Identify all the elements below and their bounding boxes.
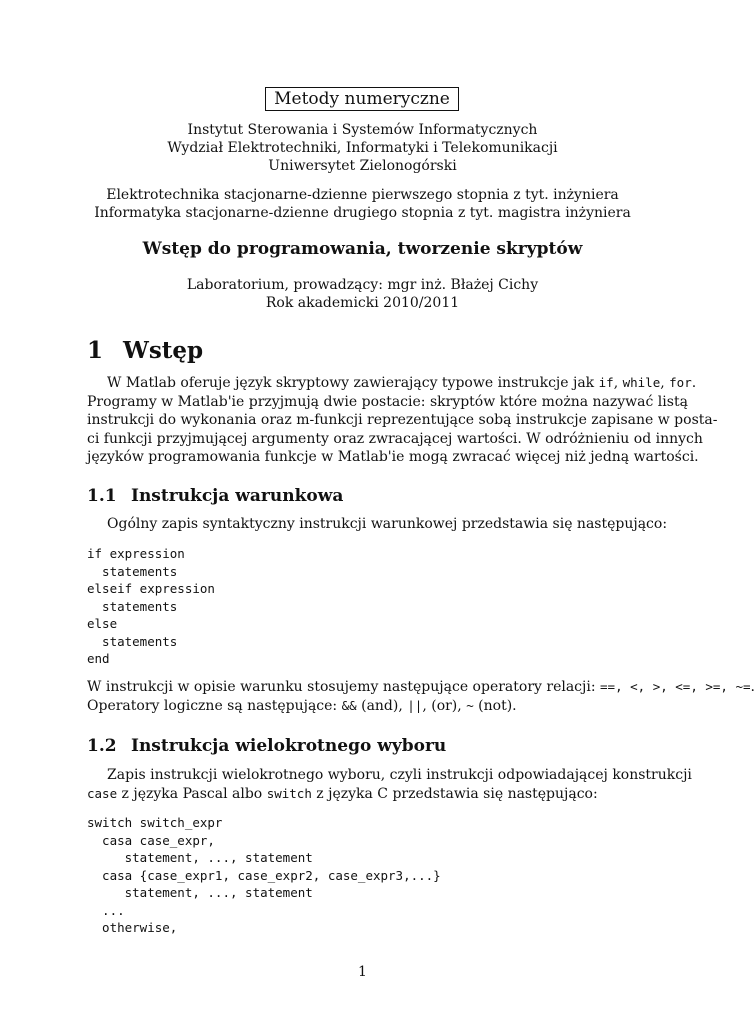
code-line: otherwise, xyxy=(87,920,178,935)
code-line: statement, ..., statement xyxy=(87,850,313,865)
section-number: 1.1 xyxy=(87,486,117,506)
code-line: if expression xyxy=(87,546,185,561)
paragraph-line: Zapis instrukcji wielokrotnego wyboru, czyli instrukcji odpowiadającej konstrukcji xyxy=(107,767,692,783)
section-1-heading xyxy=(87,337,203,364)
code-line: casa {case_expr1, case_expr2, case_expr3,...} xyxy=(87,867,441,883)
paragraph-line: ci funkcji przyjmującej argumenty oraz zwracającej wartości. W odróżnieniu od innych xyxy=(87,430,703,447)
code-block-switch xyxy=(87,814,441,937)
paragraph-line: Operatory logiczne są następujące: && (and), ||, (or), ~ (not). xyxy=(87,697,517,714)
document-title: Metody numeryczne xyxy=(265,87,459,111)
operators-paragraph xyxy=(87,678,755,715)
section-title: Instrukcja wielokrotnego wyboru xyxy=(131,736,447,756)
code-line: switch switch_expr xyxy=(87,815,223,830)
section-title: Instrukcja warunkowa xyxy=(131,486,344,506)
section-1-2-intro xyxy=(87,766,692,803)
section-1-2-heading xyxy=(87,736,446,756)
affiliation-line-2: Wydział Elektrotechniki, Informatyki i Telekomunikacji xyxy=(167,140,558,156)
section-title: Wstęp xyxy=(123,337,204,364)
code-line: end xyxy=(87,651,110,666)
paragraph-line: Programy w Matlab'ie przyjmują dwie postacie: skryptów które można nazywać listą xyxy=(87,393,688,410)
code-line: else xyxy=(87,616,118,631)
page-number: 1 xyxy=(358,964,367,980)
section-1-1-intro: Ogólny zapis syntaktyczny instrukcji warunkowej przedstawia się następująco: xyxy=(107,516,668,532)
affiliation-line-3: Uniwersytet Zielonogórski xyxy=(268,158,457,174)
section-number: 1.2 xyxy=(87,736,117,756)
academic-year: Rok akademicki 2010/2011 xyxy=(265,295,460,311)
code-line: elseif expression xyxy=(87,581,215,596)
code-block-if xyxy=(87,545,215,668)
section-number: 1 xyxy=(87,337,104,364)
code-line: statements xyxy=(87,563,178,579)
paragraph-line: W Matlab oferuje język skryptowy zawierający typowe instrukcje jak if, while, for. xyxy=(107,375,697,391)
code-line: statement, ..., statement xyxy=(87,885,313,900)
paragraph-line: case z języka Pascal albo switch z języka C przedstawia się następująco: xyxy=(87,785,598,802)
program-line-2: Informatyka stacjonarne-dzienne drugiego stopnia z tyt. magistra inżyniera xyxy=(94,205,631,221)
code-line: ... xyxy=(87,902,125,918)
document-subtitle: Wstęp do programowania, tworzenie skryptów xyxy=(142,239,583,259)
section-1-paragraph xyxy=(87,374,718,467)
paragraph-line: W instrukcji w opisie warunku stosujemy następujące operatory relacji: ==, <, >, <=, >=, ~=. xyxy=(87,679,755,695)
section-1-1-heading xyxy=(87,486,343,506)
paragraph-line: języków programowania funkcje w Matlab'ie mogą zwracać więcej niż jedną wartości. xyxy=(87,449,699,465)
paragraph-line: instrukcji do wykonania oraz m-funkcji reprezentujące sobą instrukcje zapisane w posta- xyxy=(87,412,718,428)
program-line-1: Elektrotechnika stacjonarne-dzienne pierwszego stopnia z tyt. inżyniera xyxy=(106,187,619,203)
code-line: statements xyxy=(87,598,178,614)
code-line: statements xyxy=(87,633,178,649)
lab-instructor: Laboratorium, prowadzący: mgr inż. Błażej Cichy xyxy=(186,277,539,293)
code-line: casa case_expr, xyxy=(87,832,215,848)
affiliation-line-1: Instytut Sterowania i Systemów Informatycznych xyxy=(187,122,538,138)
